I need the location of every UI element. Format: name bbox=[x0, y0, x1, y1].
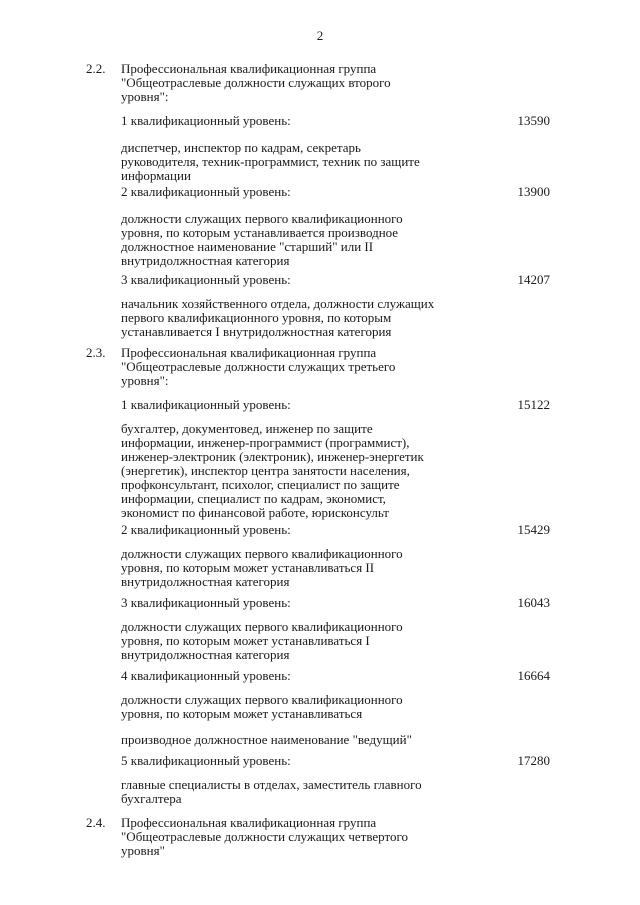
description-line: руководителя, техник-программист, техник по защите bbox=[121, 154, 420, 169]
group-title-line: Профессиональная квалификационная группа bbox=[121, 61, 377, 76]
group-title-line: Профессиональная квалификационная группа bbox=[121, 815, 377, 830]
description-line: уровня, по которым может устанавливаться bbox=[121, 706, 363, 721]
group-title-line: уровня": bbox=[121, 89, 169, 104]
description-line: уровня, по которым может устанавливаться II bbox=[121, 560, 375, 575]
description-line: внутридолжностная категория bbox=[121, 253, 290, 268]
level-description bbox=[121, 620, 521, 662]
description-line: уровня, по которым может устанавливаться I bbox=[121, 633, 370, 648]
description-line: инженер-электроник (электроник), инженер-энергетик bbox=[121, 449, 424, 464]
level-salary: 15122 bbox=[517, 397, 550, 412]
level-description bbox=[121, 141, 521, 183]
level-salary: 16664 bbox=[517, 668, 550, 683]
description-line: бухгалтер, документовед, инженер по защите bbox=[121, 421, 373, 436]
description-line: бухгалтера bbox=[121, 791, 182, 806]
level-salary: 14207 bbox=[517, 272, 550, 287]
description-line: информации bbox=[121, 168, 191, 183]
description-line: начальник хозяйственного отдела, должности служащих bbox=[121, 296, 435, 311]
level-salary: 17280 bbox=[517, 753, 550, 768]
level-description bbox=[121, 297, 521, 339]
group-title bbox=[121, 346, 521, 388]
level-salary: 13900 bbox=[517, 184, 550, 199]
description-line: экономист по финансовой работе, юрисконсульт bbox=[121, 505, 389, 520]
group-title bbox=[121, 816, 521, 858]
level-label: 3 квалификационный уровень: bbox=[121, 272, 291, 287]
description-line: профконсультант, психолог, специалист по защите bbox=[121, 477, 400, 492]
group-title-line: уровня": bbox=[121, 373, 169, 388]
description-line: устанавливается I внутридолжностная категория bbox=[121, 324, 392, 339]
group-title-line: Профессиональная квалификационная группа bbox=[121, 345, 377, 360]
level-description bbox=[121, 693, 521, 721]
level-description bbox=[121, 422, 521, 520]
level-label: 1 квалификационный уровень: bbox=[121, 113, 291, 128]
description-line: уровня, по которым устанавливается производное bbox=[121, 225, 399, 240]
level-salary: 13590 bbox=[517, 113, 550, 128]
level-description bbox=[121, 778, 521, 806]
group-title-line: уровня" bbox=[121, 843, 165, 858]
level-label: 2 квалификационный уровень: bbox=[121, 184, 291, 199]
group-title bbox=[121, 62, 521, 104]
group-title-line: "Общеотраслевые должности служащих второго bbox=[121, 75, 391, 90]
description-line: должности служащих первого квалификационного bbox=[121, 546, 403, 561]
description-line: информации, инженер-программист (программист), bbox=[121, 435, 410, 450]
description-line: главные специалисты в отделах, заместитель главного bbox=[121, 777, 422, 792]
section-number: 2.4. bbox=[86, 815, 106, 830]
description-line: диспетчер, инспектор по кадрам, секретарь bbox=[121, 140, 361, 155]
description-line: должностное наименование "старший" или II bbox=[121, 239, 374, 254]
level-label: 1 квалификационный уровень: bbox=[121, 397, 291, 412]
group-title-line: "Общеотраслевые должности служащих третьего bbox=[121, 359, 396, 374]
description-line: должности служащих первого квалификационного bbox=[121, 692, 403, 707]
level-salary: 16043 bbox=[517, 595, 550, 610]
level-description bbox=[121, 212, 521, 268]
level-description-continued: производное должностное наименование "ведущий" bbox=[121, 732, 412, 747]
level-salary: 15429 bbox=[517, 522, 550, 537]
description-line: должности служащих первого квалификационного bbox=[121, 619, 403, 634]
description-line: первого квалификационного уровня, по которым bbox=[121, 310, 392, 325]
group-title-line: "Общеотраслевые должности служащих четвертого bbox=[121, 829, 409, 844]
level-label: 2 квалификационный уровень: bbox=[121, 522, 291, 537]
level-label: 5 квалификационный уровень: bbox=[121, 753, 291, 768]
level-description bbox=[121, 547, 521, 589]
level-label: 4 квалификационный уровень: bbox=[121, 668, 291, 683]
description-line: внутридолжностная категория bbox=[121, 647, 290, 662]
description-line: информации, специалист по кадрам, экономист, bbox=[121, 491, 386, 506]
section-number: 2.3. bbox=[86, 345, 106, 360]
description-line: (энергетик), инспектор центра занятости населения, bbox=[121, 463, 410, 478]
level-label: 3 квалификационный уровень: bbox=[121, 595, 291, 610]
description-line: внутридолжностная категория bbox=[121, 574, 290, 589]
section-number: 2.2. bbox=[86, 61, 106, 76]
page-number: 2 bbox=[316, 28, 324, 43]
description-line: должности служащих первого квалификационного bbox=[121, 211, 403, 226]
